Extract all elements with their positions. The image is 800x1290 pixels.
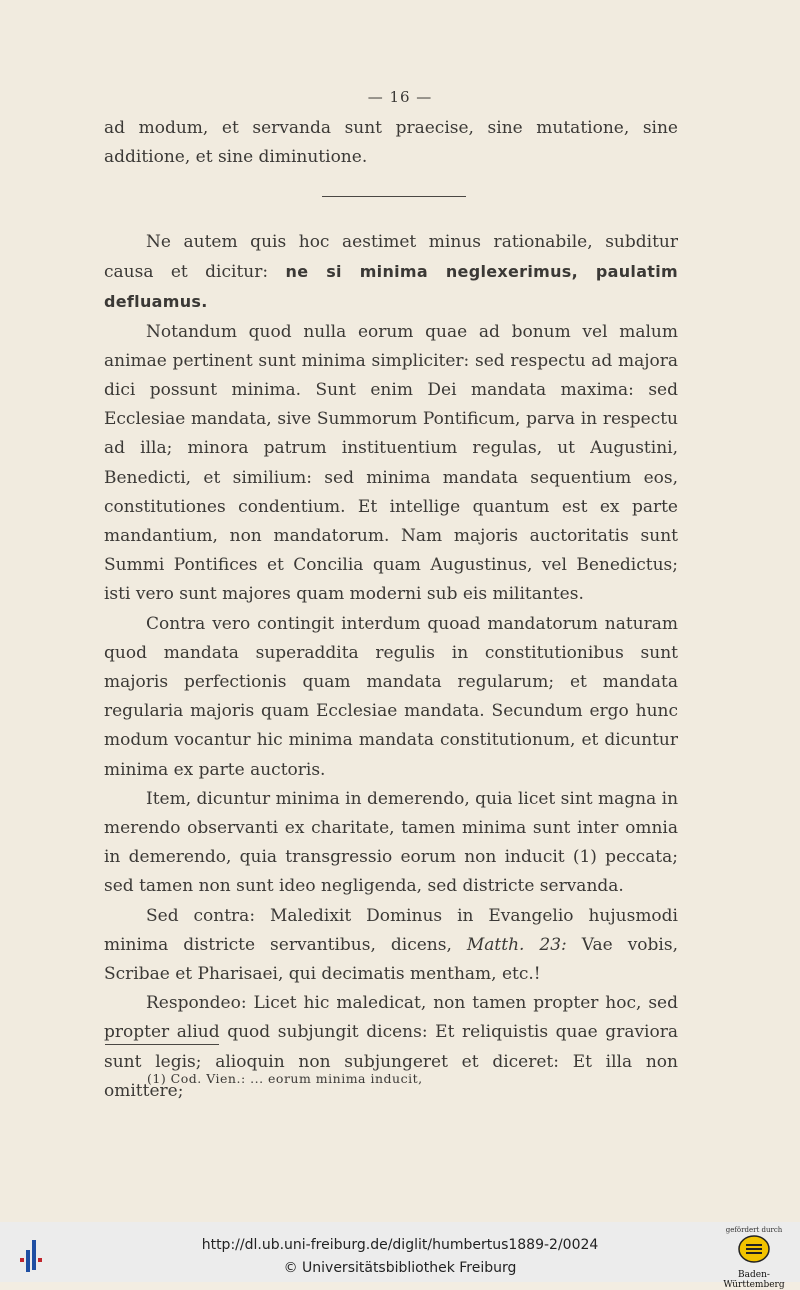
paragraph-2: Notandum quod nulla eorum quae ad bonum vel malum animae pertinent sunt minima simpliciter: sed respectu ad majora dici possunt minima. Sunt enim Dei mandata maxima: sed Ecclesiae mandata, sive Summorum Pontificum, parva in respectu ad illa; minora patrum instituentium regulas, ut Augustini, Benedicti, et similium: sed minima mandata sequentium eos, constitutiones condentium. Et intellige quantum est ex parte mandantium, non mandatorum. Nam majoris auctoritatis sunt Summi Pontifices et Concilia quam Augustinus, vel Benedictus; isti vero sunt majores quam moderni sub eis militantes. [104,321,678,605]
state-seal-icon [737,1234,771,1264]
paragraph-6: Respondeo: Licet hic maledicat, non tamen propter hoc, sed propter aliud quod subjungit dicens: Et reliquistis quae graviora sunt legis; alioquin non subjungeret et diceret: Et illa non omittere; [104,993,678,1101]
funder-badge [714,1226,794,1290]
paragraph-0: ad modum, et servanda sunt praecise, sine mutatione, sine additione, et sine diminutione. [104,118,678,168]
footnote: (1) Cod. Vien.: ... eorum minima inducit, [147,1071,423,1086]
copyright-notice: © Universitätsbibliothek Freiburg [283,1260,517,1276]
paragraph-4: Item, dicuntur minima in demerendo, quia licet sint magna in merendo observanti ex charitate, tamen minima sunt inter omnia in demerendo, quia transgressio eorum non inducit (1) peccata; sed tamen non sunt ideo negligenda, sed districte servanda. [104,788,679,897]
paragraph-5-intro: Sed contra: Maledixit Dominus in Evangelio hujusmodi minima districte servantibus, dicens, [104,905,678,955]
funder-label: gefördert durch [725,1226,783,1234]
footnote-divider [105,1044,219,1045]
paragraph-3: Contra vero contingit interdum quoad mandatorum naturam quod mandata superaddita regulis in constitutionibus sunt majoris perfectionis quam mandata regularum; et mandata regularia majoris quam Ecclesiae mandata. Secundum ergo hunc modum vocantur hic minima mandata constitutionum, et dicuntur minima ex parte auctoris. [104,613,678,780]
scripture-reference: Matth. 23: [466,934,567,955]
page-number: — 16 — [367,88,433,106]
permalink-url[interactable]: http://dl.ub.uni-freiburg.de/diglit/humbertus1889-2/0024 [201,1237,599,1253]
paragraph-1-quote: ne si minima neglexerimus, paulatim defluamus. [104,262,679,312]
paragraph-5 [104,902,678,990]
paragraph-5-quote: Vae vobis, Scribae et Pharisaei, qui decimatis mentham, etc.! [104,934,678,985]
funder-name: Baden-Württemberg [723,1270,785,1290]
paragraph-1 [104,228,678,318]
paragraph-1-intro: Ne autem quis hoc aestimet minus rationabile, subditur causa et dicitur: [104,232,678,283]
main-text [104,228,678,1106]
viewer-footer [0,1222,800,1290]
continued-paragraph [104,114,678,172]
section-divider [322,196,466,197]
